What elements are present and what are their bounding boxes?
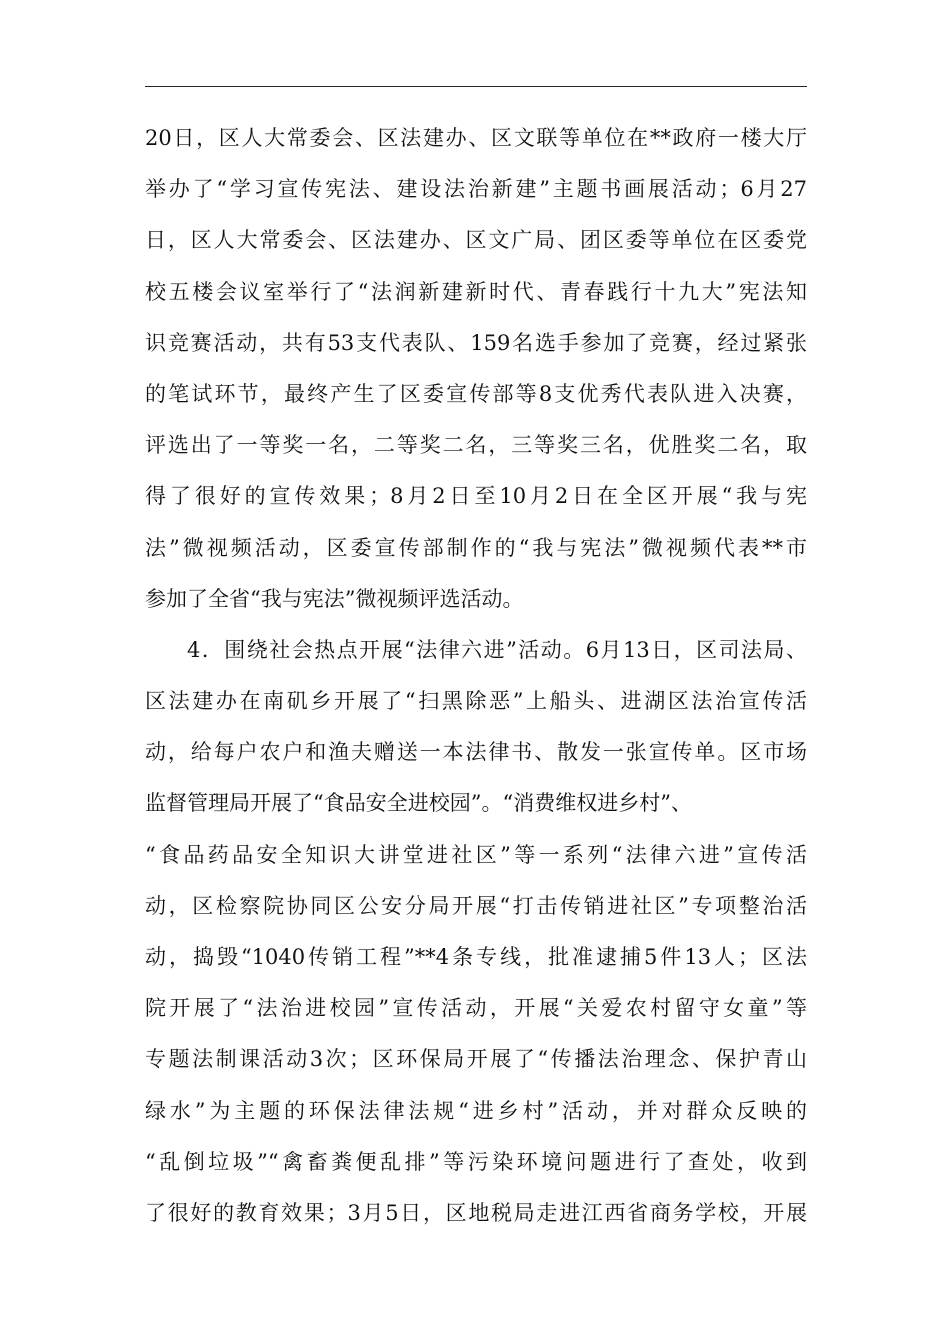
text-line: 绿水”为主题的环保法律法规“进乡村”活动，并对群众反映的: [145, 1098, 807, 1123]
text-line: 日，区人大常委会、区法建办、区文广局、团区委等单位在区委党: [145, 228, 807, 253]
text-line: 动，给每户农户和渔夫赠送一本法律书、散发一张宣传单。区市场: [145, 740, 807, 765]
text-line: 校五楼会议室举行了“法润新建新时代、青春践行十九大”宪法知: [145, 279, 807, 304]
text-line: 举办了“学习宣传宪法、建设法治新建”主题书画展活动；6月27: [145, 177, 807, 202]
text-line: 了很好的教育效果；3月5日，区地税局走进江西省商务学校，开展: [145, 1200, 807, 1225]
header-rule: [145, 86, 807, 87]
text-line: 法”微视频活动，区委宣传部制作的“我与宪法”微视频代表**市: [145, 535, 807, 560]
paragraph-start-line: 4．围绕社会热点开展“法律六进”活动。6月13日，区司法局、: [187, 637, 807, 662]
text-line: 的笔试环节，最终产生了区委宣传部等8支优秀代表队进入决赛，: [145, 381, 807, 406]
paragraph-end-line: 参加了全省“我与宪法”微视频评选活动。: [145, 586, 524, 611]
text-line: 院开展了“法治进校园”宣传活动，开展“关爱农村留守女童”等: [145, 996, 807, 1021]
text-line: “食品药品安全知识大讲堂进社区”等一系列“法律六进”宣传活: [145, 842, 807, 867]
text-line: 监督管理局开展了“食品安全进校园”。“消费维权进乡村”、: [145, 791, 692, 816]
text-line: 专题法制课活动3次；区环保局开展了“传播法治理念、保护青山: [145, 1047, 807, 1072]
text-line: 评选出了一等奖一名，二等奖二名，三等奖三名，优胜奖二名，取: [145, 433, 807, 458]
text-line: 得了很好的宣传效果；8月2日至10月2日在全区开展“我与宪: [145, 484, 807, 509]
text-line: 20日，区人大常委会、区法建办、区文联等单位在**政府一楼大厅: [145, 126, 807, 150]
text-line: 识竞赛活动，共有53支代表队、159名选手参加了竞赛，经过紧张: [145, 330, 807, 355]
text-line: 动，区检察院协同区公安分局开展“打击传销进社区”专项整治活: [145, 893, 807, 918]
text-line: 动，捣毁“1040传销工程”**4条专线，批准逮捕5件13人；区法: [145, 945, 807, 969]
text-line: 区法建办在南矶乡开展了“扫黑除恶”上船头、进湖区法治宣传活: [145, 689, 807, 714]
body-text: [145, 113, 807, 1239]
text-line: “乱倒垃圾”“禽畜粪便乱排”等污染环境问题进行了查处，收到: [145, 1149, 807, 1174]
